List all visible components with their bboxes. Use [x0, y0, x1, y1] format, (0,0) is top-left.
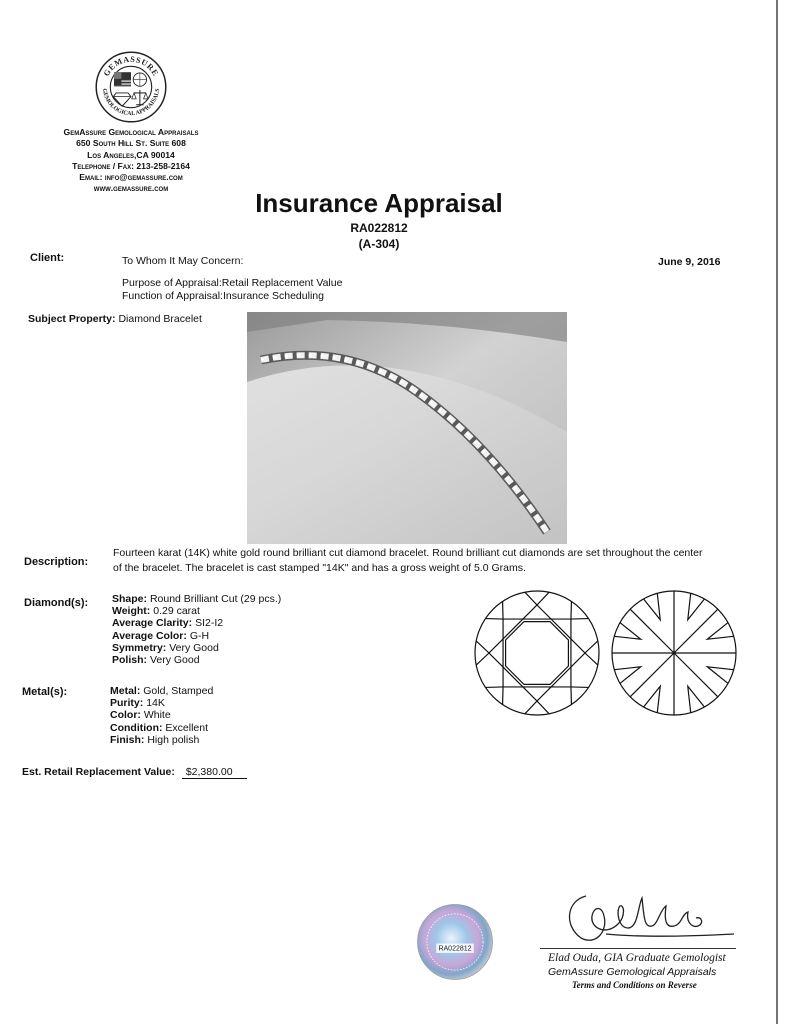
- appraisal-date: June 9, 2016: [658, 256, 721, 268]
- metal-spec-metal: Metal: Gold, Stamped: [110, 685, 214, 697]
- metal-spec-purity: Purity: 14K: [110, 697, 165, 710]
- diamonds-label: Diamond(s):: [24, 597, 89, 609]
- metals-label: Metal(s):: [22, 686, 68, 698]
- retail-replacement-value: [22, 766, 247, 779]
- diamond-spec-symmetry: Symmetry: Very Good: [112, 641, 219, 654]
- client-value: To Whom It May Concern:: [122, 255, 244, 267]
- company-website: www.gemassure.com: [93, 183, 169, 194]
- signer-name: Elad Ouda, GIA Graduate Gemologist: [548, 952, 726, 964]
- page-edge-line: [776, 0, 778, 1024]
- signer-company: GemAssure Gemological Appraisals: [548, 966, 717, 978]
- company-phone: Telephone / Fax: 213-258-2164: [72, 160, 190, 171]
- retail-value-label: Est. Retail Replacement Value:: [22, 766, 175, 778]
- terms-note: Terms and Conditions on Reverse: [572, 980, 697, 990]
- diamond-crown-diagram: [472, 588, 602, 718]
- hologram-code: RA022812: [438, 945, 472, 953]
- metal-spec-condition: Condition: Excellent: [110, 721, 209, 734]
- diamond-spec-polish: Polish: Very Good: [112, 654, 200, 667]
- purpose-of-appraisal: Purpose of Appraisal:Retail Replacement Value: [122, 277, 343, 289]
- description-label: Description:: [24, 556, 89, 568]
- metal-spec-finish: Finish: High polish: [110, 733, 200, 746]
- svg-text:GEMOLOGICAL APPRAISALS: GEMOLOGICAL APPRAISALS: [100, 88, 162, 118]
- company-address-line1: 650 South Hill St. Suite 608: [76, 138, 186, 149]
- company-info: [20, 127, 242, 195]
- metal-specs: [110, 685, 213, 746]
- hologram-sticker: [416, 903, 494, 981]
- diamond-specs: [112, 593, 281, 666]
- description-text: Fourteen karat (14K) white gold round brilliant cut diamond bracelet. Round brilliant cut diamonds are set throughout the center of the bracelet. The bracelet is cast stamped "14K" and has a gross weight of 5.0 Grams.: [113, 547, 703, 574]
- appraisal-number: RA022812: [350, 221, 408, 235]
- company-name: GemAssure Gemological Appraisals: [63, 127, 199, 137]
- document-title: Insurance Appraisal: [255, 188, 503, 218]
- metal-spec-color: Color: White: [110, 709, 171, 722]
- diamond-spec-shape: Shape: Round Brilliant Cut (29 pcs.): [112, 593, 282, 605]
- document-number-block: [300, 220, 458, 252]
- diamond-spec-clarity: Average Clarity: SI2-I2: [112, 617, 224, 630]
- subject-property: [28, 313, 202, 325]
- company-address-line2: Los Angeles,CA 90014: [87, 149, 175, 160]
- company-email: Email: info@gemassure.com: [79, 172, 183, 183]
- appraiser-signature: [546, 876, 736, 948]
- gemassure-seal-logo: [94, 50, 168, 124]
- diamond-pavilion-diagram: [609, 588, 739, 718]
- function-of-appraisal: Function of Appraisal:Insurance Scheduling: [122, 289, 324, 302]
- client-label: Client:: [30, 252, 65, 264]
- subject-property-label: Subject Property:: [28, 313, 116, 325]
- diamond-spec-color: Average Color: G-H: [112, 629, 210, 642]
- signature-line: [540, 948, 736, 949]
- svg-text:GEMASSURE: GEMASSURE: [101, 54, 161, 78]
- retail-value-amount: $2,380.00: [182, 766, 247, 779]
- purpose-block: [122, 277, 342, 302]
- appraisal-code: (A-304): [358, 237, 400, 251]
- diamond-spec-weight: Weight: 0.29 carat: [112, 605, 200, 618]
- subject-property-value: Diamond Bracelet: [118, 313, 202, 325]
- bracelet-photo: [247, 312, 567, 544]
